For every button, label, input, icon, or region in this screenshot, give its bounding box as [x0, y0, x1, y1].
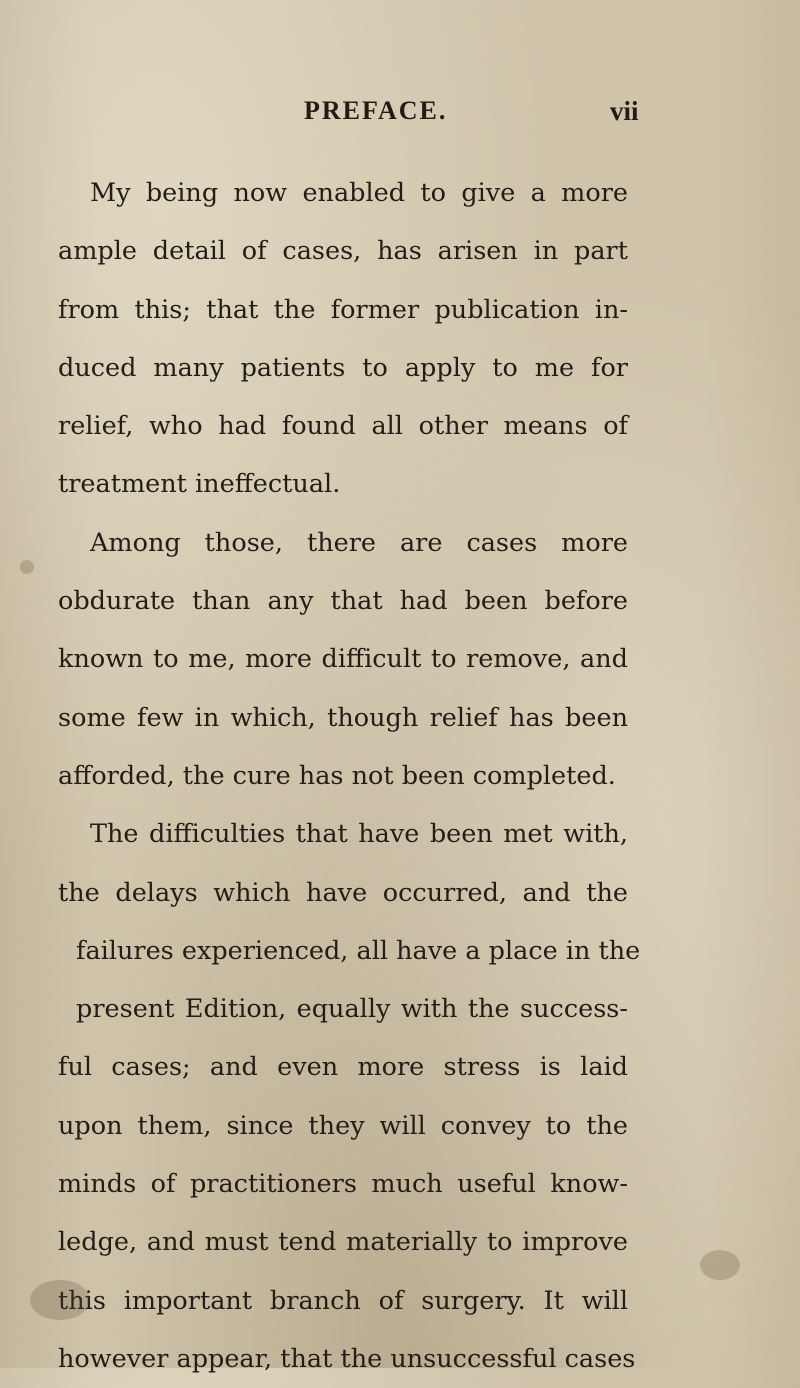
text-line: however appear, that the unsuccessful cases: [58, 1343, 636, 1374]
text-line: present Edition, equally with the success-: [76, 994, 628, 1025]
text-line: treatment ineffectual.: [58, 469, 341, 500]
text-line: from this; that the former publication in-: [58, 294, 628, 325]
text-line: ledge, and must tend materially to improve: [58, 1227, 628, 1258]
text-line: this important branch of surgery. It will: [58, 1285, 628, 1316]
text-line: My being now enabled to give a more: [90, 178, 628, 208]
text-line: minds of practitioners much useful know-: [58, 1169, 628, 1200]
text-line: some few in which, though relief has been: [58, 702, 628, 733]
page-number: vii: [610, 96, 639, 126]
text-line: obdurate than any that had been before: [58, 586, 628, 617]
text-line: upon them, since they will convey to the: [58, 1110, 628, 1141]
paper-stain: [20, 560, 34, 574]
text-line: relief, who had found all other means of: [58, 411, 628, 442]
text-line: duced many patients to apply to me for: [58, 352, 628, 383]
text-line: the delays which have occurred, and the: [58, 877, 628, 908]
text-line: The difficulties that have been met with,: [90, 819, 628, 850]
paper-stain: [700, 1250, 740, 1280]
text-line: known to me, more difficult to remove, and: [58, 644, 628, 675]
paper-stain: [30, 1280, 90, 1320]
text-line: ful cases; and even more stress is laid: [58, 1052, 628, 1083]
text-line: afforded, the cure has not been completed.: [58, 760, 616, 791]
page-title: PREFACE.: [304, 96, 448, 125]
text-line: failures experienced, all have a place in the: [76, 935, 641, 966]
running-head: [0, 96, 800, 136]
text-line: ample detail of cases, has arisen in part: [58, 236, 628, 267]
body-text: [58, 164, 641, 1388]
text-line: Among those, there are cases more: [90, 527, 628, 558]
